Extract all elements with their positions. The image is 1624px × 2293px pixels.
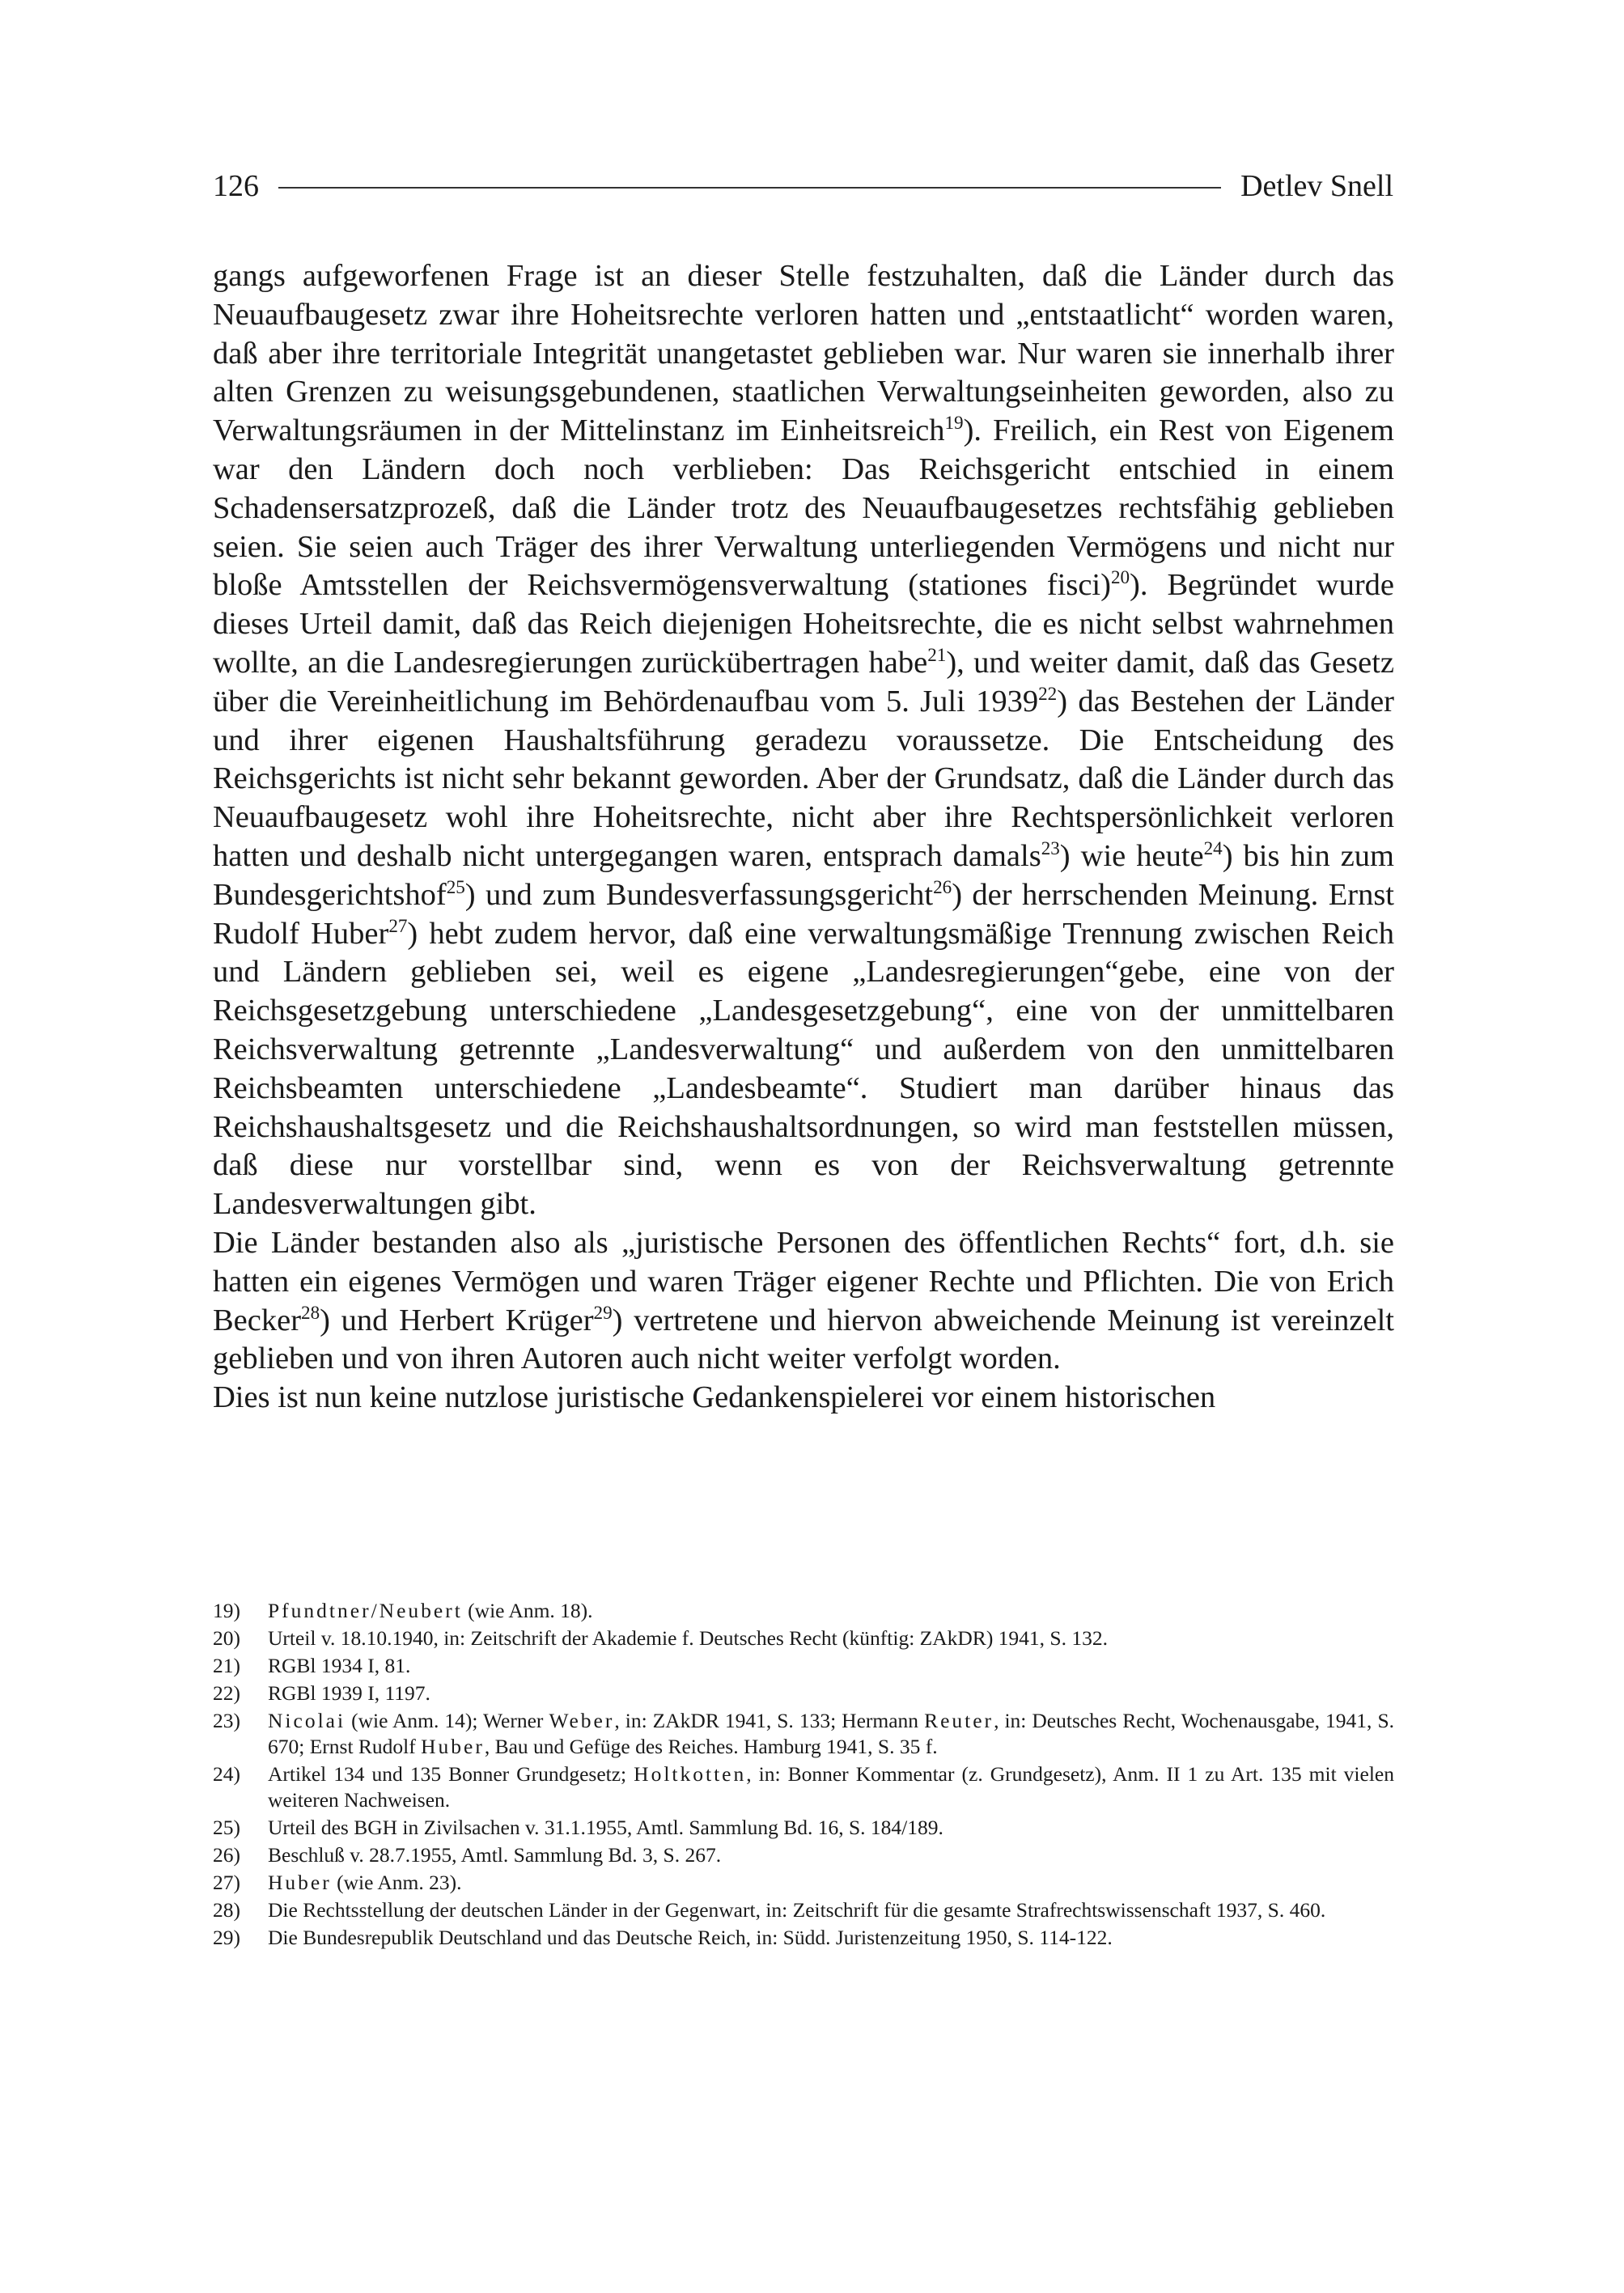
footnote <box>213 1842 1394 1868</box>
author-name: Pfundtner/Neubert <box>268 1599 463 1622</box>
footnote-ref: 22 <box>1038 682 1058 704</box>
footnotes <box>213 1598 1394 1952</box>
footnote <box>213 1598 1394 1624</box>
footnote-text-run: Artikel 134 und 135 Bonner Grundgesetz; <box>268 1762 634 1786</box>
footnote-ref: 24 <box>1203 837 1223 859</box>
footnote-ref: 19 <box>944 412 964 434</box>
footnote-number: 27) <box>213 1871 240 1894</box>
footnote-number: 24) <box>213 1762 240 1786</box>
text-run: gangs aufgeworfenen Frage ist an dieser Stelle festzuhalten, daß die Länder durch das Neuaufbaugesetz zwar ihre Hoheitsrechte verloren hatten und „entstaatlicht“ worden waren, daß aber ihre territoriale Integrität unangetastet geblieben war. Nur waren sie innerhalb ihrer alten Grenzen zu weisungsgebundenen, staatlichen Verwaltungseinheiten geworden, also zu Verwaltungsräumen in der Mittelinstanz im Einheitsreich <box>213 259 1394 448</box>
footnote-text-run: , in: Deutsches Recht, Wochenausgabe, 1941, S. 670; Ernst Rudolf <box>268 1709 1394 1758</box>
paragraph <box>213 1224 1394 1379</box>
footnote-text-run: , in: ZAkDR 1941, S. 133; Hermann <box>614 1709 925 1732</box>
footnote <box>213 1897 1394 1923</box>
footnote-ref: 27 <box>388 914 408 936</box>
footnote-text-run: Die Bundesrepublik Deutschland und das Deutsche Reich, in: Südd. Juristenzeitung 1950, S. 114-122. <box>268 1926 1113 1949</box>
footnote-ref: 23 <box>1041 837 1060 859</box>
footnote-text <box>268 1681 1394 1706</box>
footnote <box>213 1870 1394 1896</box>
page-number: 126 <box>213 169 259 203</box>
footnote-text <box>268 1625 1394 1651</box>
footnote-number: 23) <box>213 1709 240 1732</box>
footnote-number: 29) <box>213 1926 240 1949</box>
footnote <box>213 1815 1394 1841</box>
footnote-number: 20) <box>213 1626 240 1650</box>
footnote-number: 25) <box>213 1816 240 1839</box>
paragraph <box>213 257 1394 1224</box>
author-name: Nicolai <box>268 1709 346 1732</box>
footnote-text-run: Die Rechtsstellung der deutschen Länder in der Gegenwart, in: Zeitschrift für die gesamte Strafrechtswissenschaft 1937, S. 460. <box>268 1898 1326 1922</box>
author-name: Holtkotten <box>634 1762 747 1786</box>
author-name: Huber <box>421 1735 485 1758</box>
author-name: Weber <box>549 1709 615 1732</box>
footnote-text <box>268 1761 1394 1813</box>
footnote-text <box>268 1815 1394 1841</box>
text-run: ). Begründet wurde dieses Urteil damit, daß das Reich diejenigen Hoheitsrechte, die es nicht selbst wahrnehmen wollte, an die Landesregierungen zurückübertragen habe <box>213 568 1395 680</box>
footnote-text-run: , Bau und Gefüge des Reiches. Hamburg 1941, S. 35 f. <box>484 1735 938 1758</box>
text-run: ) das Bestehen der Länder und ihrer eigenen Haushaltsführung geradezu voraussetze. Die Entscheidung des Reichsgerichts ist nicht sehr bekannt geworden. Aber der Grundsatz, daß die Länder durch das Neuaufbaugesetz wohl ihre Hoheitsrechte, nicht aber ihre Rechtspersönlichkeit verloren hatten und deshalb nicht untergegangen waren, entsprach damals <box>213 684 1394 873</box>
footnote <box>213 1653 1394 1679</box>
footnote-text <box>268 1708 1394 1760</box>
text-run: ) bis hin zum Bundesgerichtshof <box>213 838 1395 912</box>
footnote-text-run: Beschluß v. 28.7.1955, Amtl. Sammlung Bd. 3, S. 267. <box>268 1843 722 1867</box>
footnote <box>213 1681 1394 1706</box>
text-run: ) hebt zudem hervor, daß eine verwaltungsmäßige Trennung zwischen Reich und Ländern geblieben sei, weil es eigene „Landesregierungen“gebe, eine von der Reichsgesetzgebung unterschiedene „Landesgesetzgebung“, eine von der unmittelbaren Reichsverwaltung getrennte „Landesverwaltung“ und außerdem von den unmittelbaren Reichsbeamten unterschiedene „Landesbeamte“. Studiert man darüber hinaus das Reichshaushaltsgesetz und die Reichshaushaltsordnungen, so wird man feststellen müssen, daß diese nur vorstellbar sind, wenn es von der Reichsverwaltung getrennte Landesverwaltungen gibt. <box>213 916 1394 1222</box>
author-name: Huber <box>268 1871 332 1894</box>
footnote-text <box>268 1653 1394 1679</box>
footnote-number: 26) <box>213 1843 240 1867</box>
footnote-text <box>268 1897 1394 1923</box>
running-head: Detlev Snell <box>1240 169 1393 203</box>
paragraph: Dies ist nun keine nutzlose juristische Gedankenspielerei vor einem historischen <box>213 1380 1216 1415</box>
footnote <box>213 1925 1394 1951</box>
footnote-text-run: (wie Anm. 18). <box>462 1599 593 1622</box>
footnote-number: 22) <box>213 1681 240 1705</box>
page-header <box>213 162 1393 210</box>
footnote-text-run: RGBl 1939 I, 1197. <box>268 1681 430 1705</box>
footnote-text-run: , in: Bonner Kommentar (z. Grundgesetz), Anm. II 1 zu Art. 135 mit vielen weiteren Nachweisen. <box>268 1762 1394 1812</box>
footnote-ref: 26 <box>933 875 952 897</box>
footnote-text-run: (wie Anm. 23). <box>331 1871 462 1894</box>
text-run: ) und zum Bundesverfassungsgericht <box>464 877 934 912</box>
text-run: ) wie heute <box>1059 838 1204 873</box>
text-run: ) und Herbert Krüger <box>320 1303 594 1337</box>
footnote-number: 28) <box>213 1898 240 1922</box>
body-text <box>213 257 1394 1418</box>
footnote-text-run: Urteil des BGH in Zivilsachen v. 31.1.1955, Amtl. Sammlung Bd. 16, S. 184/189. <box>268 1816 943 1839</box>
header-rule <box>278 187 1221 189</box>
text-run: ) der herrschenden Meinung. Ernst Rudolf Huber <box>213 877 1395 951</box>
footnote-text-run: (wie Anm. 14); Werner <box>346 1709 549 1732</box>
footnote <box>213 1761 1394 1813</box>
footnote-text-run: RGBl 1934 I, 81. <box>268 1654 411 1677</box>
footnote-text <box>268 1870 1394 1896</box>
footnote-ref: 21 <box>927 644 947 666</box>
footnote-number: 19) <box>213 1599 240 1622</box>
footnote-text <box>268 1842 1394 1868</box>
text-run: ). Freilich, ein Rest von Eigenem war den Ländern doch noch verblieben: Das Reichsgericht entschied in einem Schadensersatzprozeß, daß die Länder trotz des Neuaufbaugesetzes rechtsfähig geblieben seien. Sie seien auch Träger des ihrer Verwaltung unterliegenden Vermögens und nicht nur bloße Amtsstellen der Reichsvermögensverwaltung (stationes fisci) <box>213 413 1395 603</box>
footnote <box>213 1625 1394 1651</box>
footnote-number: 21) <box>213 1654 240 1677</box>
author-name: Reuter <box>924 1709 994 1732</box>
footnote-text-run: Urteil v. 18.10.1940, in: Zeitschrift der Akademie f. Deutsches Recht (künftig: ZAkDR) 1941, S. 132. <box>268 1626 1108 1650</box>
text-run: ), und weiter damit, daß das Gesetz über die Vereinheitlichung im Behördenaufbau vom 5. Juli 1939 <box>213 645 1394 718</box>
text-run: Die Länder bestanden also als „juristische Personen des öffentlichen Rechts“ fort, d.h. sie hatten ein eigenes Vermögen und waren Träger eigener Rechte und Pflichten. Die von Erich Becker <box>213 1225 1394 1337</box>
footnote-text <box>268 1598 1394 1624</box>
footnote-ref: 29 <box>593 1301 613 1323</box>
footnote-ref: 28 <box>301 1301 320 1323</box>
footnote-ref: 25 <box>446 875 465 897</box>
footnote-text <box>268 1925 1394 1951</box>
footnote <box>213 1708 1394 1760</box>
text-run: ) vertretene und hiervon abweichende Meinung ist vereinzelt geblieben und von ihren Autoren auch nicht weiter verfolgt worden. <box>213 1303 1395 1376</box>
footnote-ref: 20 <box>1110 566 1130 588</box>
